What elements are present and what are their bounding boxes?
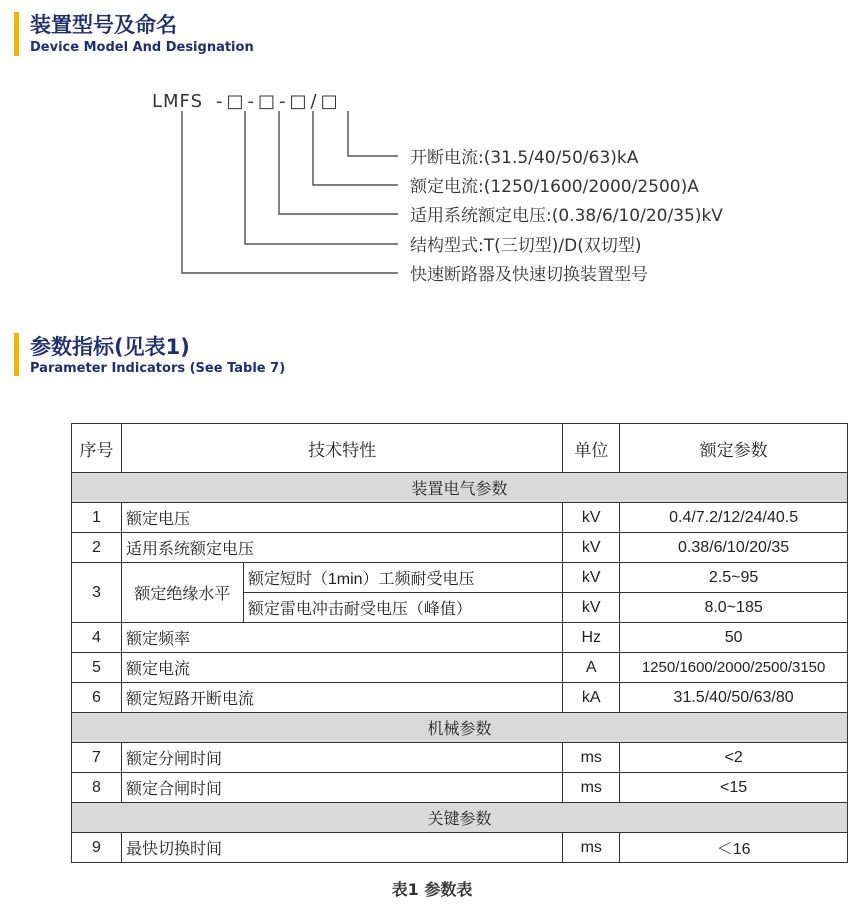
row-unit: kV <box>563 533 620 563</box>
section-title-model: 装置型号及命名 <box>30 13 177 37</box>
row-unit: A <box>563 653 620 683</box>
row-value: 50 <box>620 623 848 653</box>
row-unit: ms <box>563 773 620 803</box>
row-value: <2 <box>620 743 848 773</box>
row-value: 8.0~185 <box>620 593 848 623</box>
row-name: 额定绝缘水平 <box>121 563 243 623</box>
section-subtitle-model: Device Model And Designation <box>30 40 254 55</box>
header-rated-value: 额定参数 <box>620 424 848 473</box>
table-row <box>72 563 848 593</box>
row-unit: kA <box>563 683 620 713</box>
row-value: <15 <box>620 773 848 803</box>
table-group-row <box>72 713 848 743</box>
table-caption: 表1 参数表 <box>391 880 473 899</box>
section-accent-bar <box>14 333 19 376</box>
row-no: 2 <box>72 533 122 563</box>
section-title-parameters: 参数指标(见表1) <box>30 335 190 359</box>
row-name: 额定频率 <box>121 623 562 653</box>
header-unit: 单位 <box>563 424 620 473</box>
row-name: 额定分闸时间 <box>121 743 562 773</box>
row-value: 0.4/7.2/12/24/40.5 <box>620 503 848 533</box>
parameter-table <box>71 423 848 863</box>
table-row <box>72 653 848 683</box>
group-key: 关键参数 <box>72 803 848 833</box>
table-group-row <box>72 473 848 503</box>
table-row <box>72 743 848 773</box>
group-mechanical: 机械参数 <box>72 713 848 743</box>
section-subtitle-parameters: Parameter Indicators (See Table 7) <box>30 361 286 376</box>
row-name: 额定合闸时间 <box>121 773 562 803</box>
row-unit: ms <box>563 743 620 773</box>
model-designation-diagram <box>0 0 864 320</box>
table-row <box>72 683 848 713</box>
row-no: 4 <box>72 623 122 653</box>
row-subname: 额定短时（1min）工频耐受电压 <box>243 563 562 593</box>
row-value: 0.38/6/10/20/35 <box>620 533 848 563</box>
row-no: 3 <box>72 563 122 623</box>
designation-line-system-voltage: 适用系统额定电压:(0.38/6/10/20/35)kV <box>410 206 723 226</box>
table-row <box>72 833 848 863</box>
row-no: 1 <box>72 503 122 533</box>
row-value: 31.5/40/50/63/80 <box>620 683 848 713</box>
table-group-row <box>72 803 848 833</box>
model-prefix: LMFS <box>152 91 204 112</box>
table-row <box>72 773 848 803</box>
group-electrical: 装置电气参数 <box>72 473 848 503</box>
table-row <box>72 623 848 653</box>
row-value: 2.5~95 <box>620 563 848 593</box>
designation-line-model-name: 快速断路器及快速切换装置型号 <box>410 265 648 285</box>
row-unit: kV <box>563 593 620 623</box>
row-no: 6 <box>72 683 122 713</box>
row-unit: ms <box>563 833 620 863</box>
row-name: 额定电压 <box>121 503 562 533</box>
row-no: 8 <box>72 773 122 803</box>
row-unit: kV <box>563 503 620 533</box>
table-header-row <box>72 424 848 473</box>
table-row <box>72 533 848 563</box>
designation-line-breaking-current: 开断电流:(31.5/40/50/63)kA <box>410 148 639 168</box>
header-characteristic: 技术特性 <box>121 424 562 473</box>
model-code-suffix: -□-□-□/□ <box>216 91 342 112</box>
row-name: 额定电流 <box>121 653 562 683</box>
row-name: 额定短路开断电流 <box>121 683 562 713</box>
row-no: 9 <box>72 833 122 863</box>
row-unit: Hz <box>563 623 620 653</box>
row-value: 1250/1600/2000/2500/3150 <box>620 653 848 683</box>
table-row <box>72 503 848 533</box>
header-no: 序号 <box>72 424 122 473</box>
row-unit: kV <box>563 563 620 593</box>
row-name: 适用系统额定电压 <box>121 533 562 563</box>
row-subname: 额定雷电冲击耐受电压（峰值） <box>243 593 562 623</box>
row-no: 5 <box>72 653 122 683</box>
designation-line-rated-current: 额定电流:(1250/1600/2000/2500)A <box>410 177 699 197</box>
row-value: ＜16 <box>620 833 848 863</box>
designation-line-structure-type: 结构型式:T(三切型)/D(双切型) <box>410 236 642 256</box>
row-name: 最快切换时间 <box>121 833 562 863</box>
row-no: 7 <box>72 743 122 773</box>
